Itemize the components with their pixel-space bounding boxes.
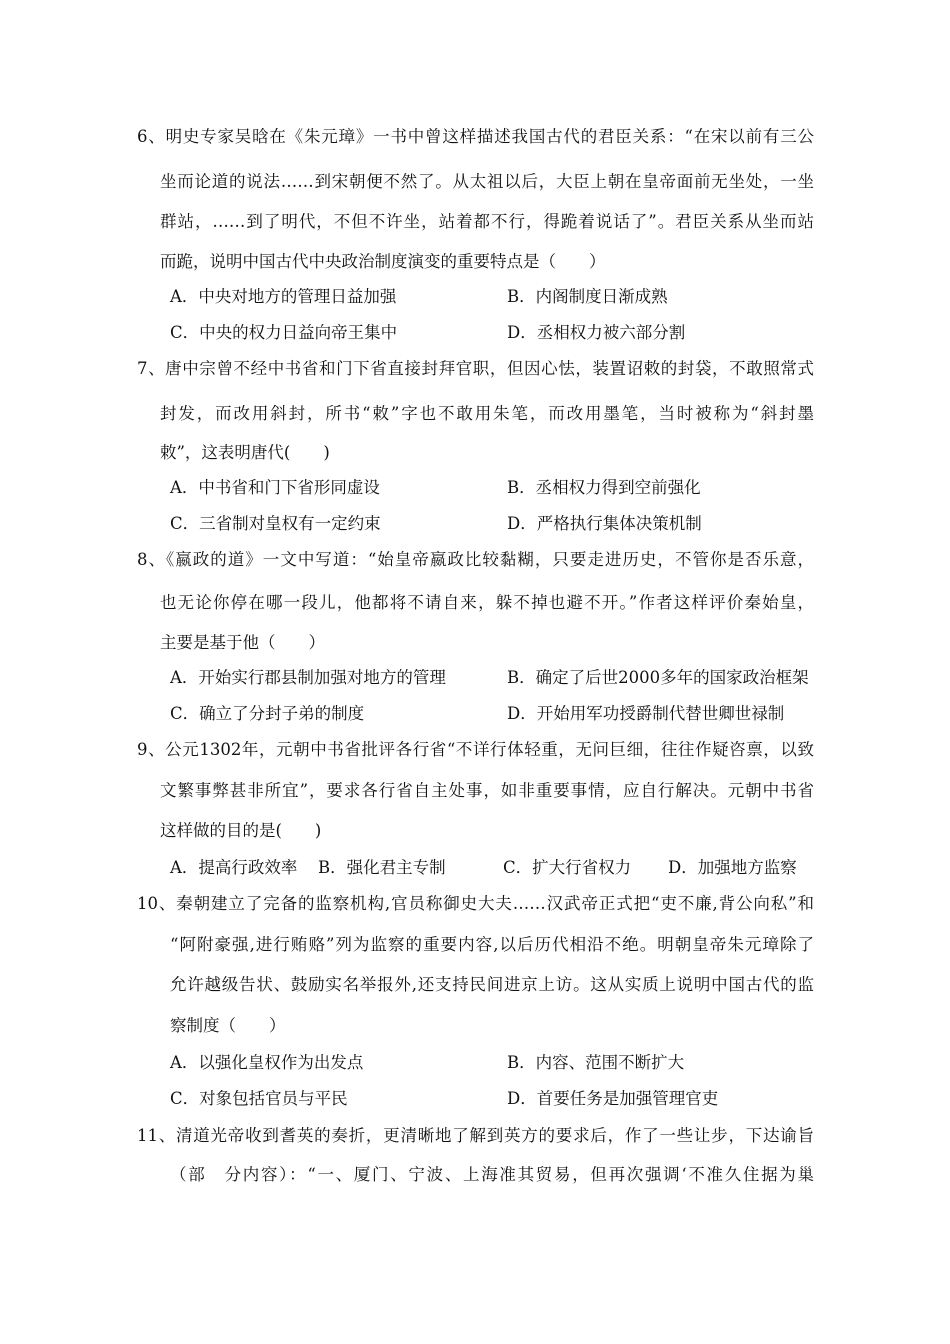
q10-line-3: 允许越级告状、鼓励实名举报外,还支持民间进京上访。这从实质上说明中国古代的监 xyxy=(170,975,814,994)
q6-line-4: 而跪，说明中国古代中央政治制度演变的重要特点是（ ） xyxy=(160,252,606,271)
q10-option-a: A．以强化皇权作为出发点 xyxy=(170,1053,364,1072)
q9-line-3: 这样做的目的是( ) xyxy=(160,821,322,840)
q9-line-2: 文繁事弊甚非所宜”，要求各行省自主处事，如非重要事情，应自行解决。元朝中书省 xyxy=(160,781,814,800)
q8-option-a: A．开始实行郡县制加强对地方的管理 xyxy=(170,668,446,687)
q6-option-a: A．中央对地方的管理日益加强 xyxy=(170,287,397,306)
q10-option-b: B．内容、范围不断扩大 xyxy=(507,1053,685,1072)
q7-option-d: D．严格执行集体决策机制 xyxy=(507,514,702,533)
q6-option-c: C．中央的权力日益向帝王集中 xyxy=(170,323,398,342)
q8-line-1: 8、《嬴政的道》一文中写道：“始皇帝嬴政比较黏糊，只要走进历史，不管你是否乐意， xyxy=(137,550,814,569)
q10-line-2: “阿附豪强,进行贿赂”列为监察的重要内容,以后历代相沿不绝。明朝皇帝朱元璋除了 xyxy=(170,935,814,954)
q8-option-c: C．确立了分封子弟的制度 xyxy=(170,704,365,723)
q6-option-d: D．丞相权力被六部分割 xyxy=(507,323,686,342)
q10-option-d: D．首要任务是加强管理官吏 xyxy=(507,1089,719,1108)
q8-option-b: B．确定了后世2000多年的国家政治框架 xyxy=(507,668,809,687)
q9-option-c: C．扩大行省权力 xyxy=(503,858,632,877)
q11-line-2: （部 分内容）：“一、厦门、宁波、上海准其贸易，但再次强调‘不准久住据为巢 xyxy=(170,1165,814,1184)
q9-option-a: A．提高行政效率 xyxy=(170,858,298,877)
q6-line-3: 群站，……到了明代，不但不许坐，站着都不行，得跪着说话了”。君臣关系从坐而站 xyxy=(160,212,814,231)
q10-option-c: C．对象包括官员与平民 xyxy=(170,1089,348,1108)
q8-option-d: D．开始用军功授爵制代替世卿世禄制 xyxy=(507,704,785,723)
q8-line-2: 也无论你停在哪一段儿，他都将不请自来，躲不掉也避不开。”作者这样评价秦始皇， xyxy=(160,593,814,612)
q7-line-3: 敕”，这表明唐代( ) xyxy=(160,443,330,462)
q6-line-1: 6、明史专家吴晗在《朱元璋》一书中曾这样描述我国古代的君臣关系：“在宋以前有三公 xyxy=(137,127,814,146)
q7-option-c: C．三省制对皇权有一定约束 xyxy=(170,514,381,533)
q7-option-b: B．丞相权力得到空前强化 xyxy=(507,478,701,497)
q9-option-d: D．加强地方监察 xyxy=(668,858,797,877)
q9-line-1: 9、公元1302年，元朝中书省批评各行省“不详行体轻重，无问巨细，往往作疑咨禀，以致 xyxy=(137,740,814,759)
q9-option-b: B．强化君主专制 xyxy=(318,858,446,877)
q10-line-4: 察制度（ ） xyxy=(170,1016,286,1035)
q7-line-1: 7、唐中宗曾不经中书省和门下省直接封拜官职，但因心怯，装置诏敕的封袋，不敢照常式 xyxy=(137,359,814,378)
q11-line-1: 11、清道光帝收到耆英的奏折，更清晰地了解到英方的要求后，作了一些让步，下达谕旨 xyxy=(137,1126,814,1145)
q7-line-2: 封发，而改用斜封，所书“敕”字也不敢用朱笔，而改用墨笔，当时被称为“斜封墨 xyxy=(160,404,814,423)
q8-line-3: 主要是基于他（ ） xyxy=(160,633,325,652)
q6-line-2: 坐而论道的说法……到宋朝便不然了。从太祖以后，大臣上朝在皇帝面前无坐处，一坐 xyxy=(160,172,814,191)
q7-option-a: A．中书省和门下省形同虚设 xyxy=(170,478,380,497)
q6-option-b: B．内阁制度日渐成熟 xyxy=(507,287,668,306)
q10-line-1: 10、秦朝建立了完备的监察机构,官员称御史大夫……汉武帝正式把“吏不廉,背公向私”和 xyxy=(137,894,814,913)
